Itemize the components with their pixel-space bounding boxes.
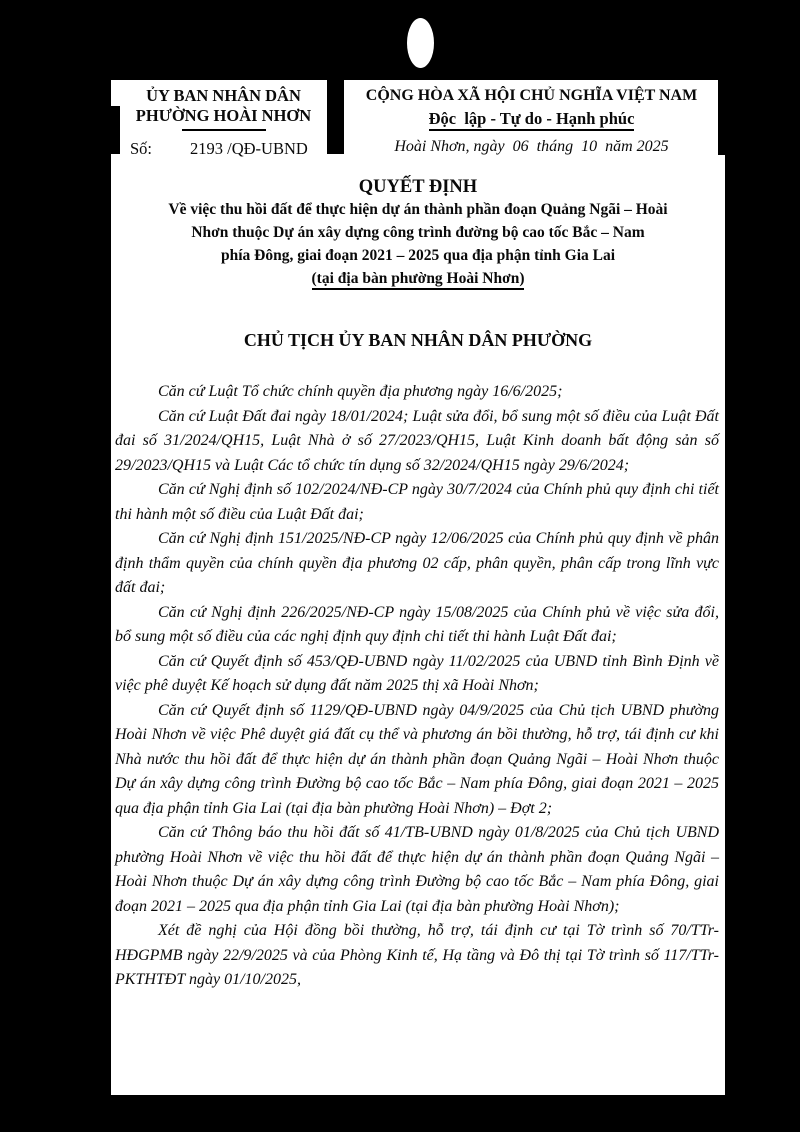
- issuer-heading: CHỦ TỊCH ỦY BAN NHÂN DÂN PHƯỜNG: [243, 330, 593, 350]
- national-header-block: [344, 86, 719, 157]
- preamble-paragraph: Căn cứ Luật Tổ chức chính quyền địa phương ngày 16/6/2025;: [158, 383, 563, 400]
- preamble-paragraph: Xét đề nghị của Hội đồng bồi thường, hỗ trợ, tái định cư tại Tờ trình số 70/TTr-HĐGPMB ngày 22/9/2025 và của Phòng Kinh tế, Hạ tầng và Đô thị tại Tờ trình số 117/TTr-PKTHTĐT ngày 01/10/2025,: [115, 922, 719, 988]
- preamble-paragraph: Căn cứ Quyết định số 453/QĐ-UBND ngày 11/02/2025 của UBND tỉnh Bình Định về việc phê duyệt Kế hoạch sử dụng đất năm 2025 thị xã Hoài Nhơn;: [115, 652, 719, 694]
- title-subject-line: Về việc thu hồi đất để thực hiện dự án thành phần đoạn Quảng Ngãi – Hoài: [168, 201, 668, 218]
- scan-artifact-right-edge: [718, 80, 725, 155]
- document-number-line: [120, 139, 327, 159]
- document-page: [111, 80, 725, 1095]
- scan-artifact-header-divider: [327, 80, 344, 154]
- preamble-paragraph: Căn cứ Nghị định 226/2025/NĐ-CP ngày 15/08/2025 của Chính phủ về việc sửa đổi, bổ sung một số điều của các nghị định quy định chi tiết thi hành Luật Đất đai;: [115, 603, 719, 645]
- preamble-paragraph: Căn cứ Nghị định 151/2025/NĐ-CP ngày 12/06/2025 của Chính phủ quy định về phân định thẩm quyền của chính quyền địa phương 02 cấp, phân quyền, phân cấp trong lĩnh vực đất đai;: [115, 530, 719, 596]
- punch-hole-artifact: [407, 18, 434, 68]
- national-motto: Độc lập - Tự do - Hạnh phúc: [344, 108, 719, 129]
- issuing-org-subname: PHƯỜNG HOÀI NHƠN: [135, 106, 312, 125]
- title-block: [111, 176, 725, 290]
- scan-artifact-left-edge: [111, 106, 120, 154]
- title-subject-underlined: (tại địa bàn phường Hoài Nhơn): [111, 267, 725, 290]
- issuing-org-block: [120, 86, 327, 159]
- preamble-paragraph: Căn cứ Quyết định số 1129/QĐ-UBND ngày 04/9/2025 của Chủ tịch UBND phường Hoài Nhơn về việc Phê duyệt giá đất cụ thể và phương án bồi thường, hỗ trợ, tái định cư khi Nhà nước thu hồi đất để thực hiện dự án thành phần đoạn Quảng Ngãi – Hoài Nhơn thuộc Dự án xây dựng công trình Đường bộ cao tốc Bắc – Nam phía Đông, giai đoạn 2021 – 2025 qua địa phận tỉnh Gia Lai (tại địa bàn phường Hoài Nhơn) – Đợt 2;: [115, 701, 719, 817]
- title-subject-line: Nhơn thuộc Dự án xây dựng công trình đường bộ cao tốc Bắc – Nam: [191, 224, 645, 241]
- document-number-label: Số:: [130, 139, 153, 158]
- org-underline-rule: [182, 129, 266, 131]
- document-number-value: 2193 /QĐ-UBND: [190, 139, 308, 158]
- place-and-date: Hoài Nhơn, ngày 06 tháng 10 năm 2025: [394, 138, 669, 155]
- document-type-title: QUYẾT ĐỊNH: [358, 177, 478, 197]
- preamble-paragraph: Căn cứ Luật Đất đai ngày 18/01/2024; Luật sửa đổi, bổ sung một số điều của Luật Đất đai số 31/2024/QH15, Luật Nhà ở số 27/2023/QH15, Luật Kinh doanh bất động sản số 29/2023/QH15 và Luật Các tổ chức tín dụng số 32/2024/QH15 ngày 29/6/2024;: [115, 407, 719, 474]
- title-subject-line: phía Đông, giai đoạn 2021 – 2025 qua địa phận tỉnh Gia Lai: [220, 247, 616, 264]
- national-title: CỘNG HÒA XÃ HỘI CHỦ NGHĨA VIỆT NAM: [365, 87, 698, 104]
- issuing-org-name: ỦY BAN NHÂN DÂN: [146, 86, 301, 105]
- preamble-section: [115, 380, 719, 993]
- preamble-paragraph: Căn cứ Nghị định số 102/2024/NĐ-CP ngày 30/7/2024 của Chính phủ quy định chi tiết thi hành một số điều của Luật Đất đai;: [115, 481, 719, 523]
- preamble-paragraph: Căn cứ Thông báo thu hồi đất số 41/TB-UBND ngày 01/8/2025 của Chủ tịch UBND phường Hoài Nhơn về việc thu hồi đất để thực hiện dự án thành phần đoạn Quảng Ngãi – Hoài Nhơn thuộc Dự án xây dựng công trình Đường bộ cao tốc Bắc – Nam phía Đông, giai đoạn 2021 – 2025 qua địa phận tỉnh Gia Lai (tại địa bàn phường Hoài Nhơn);: [115, 824, 719, 915]
